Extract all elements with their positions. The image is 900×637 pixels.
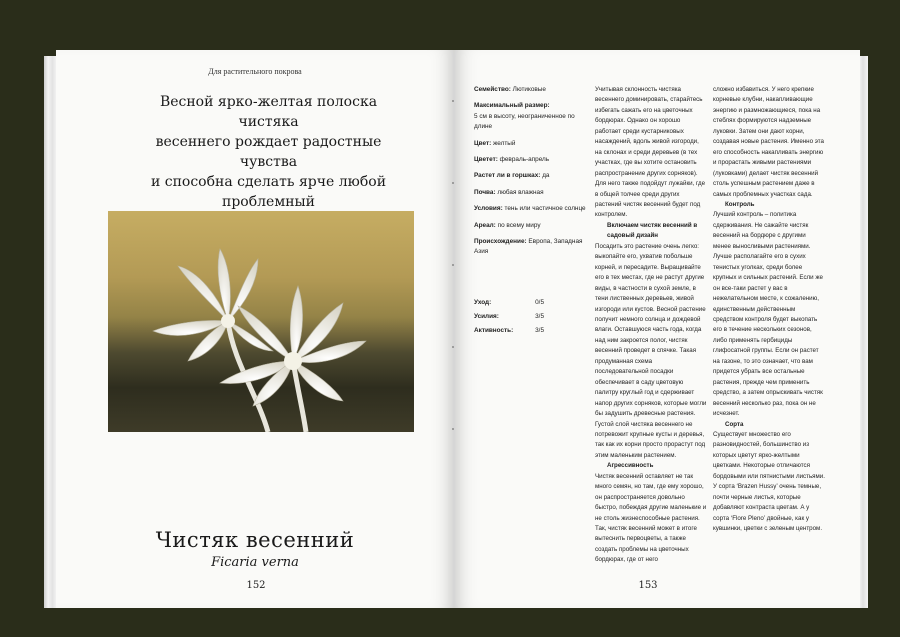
page-number-right: 153 bbox=[638, 580, 658, 591]
fact-label: Цвет: bbox=[474, 139, 492, 147]
fact-label: Семейство: bbox=[474, 86, 511, 93]
lead-line: Весной ярко-желтая полоска чистяка bbox=[159, 94, 378, 130]
body-paragraph: Лучший контроль – политика сдерживания. Не сажайте чистяк весенний на бордюре с другими менее выносливыми растениями. Лучше располагайте его в сухих тенистых уголках, среди более крупных и сильных растений. Если же он все-таки растет у вас в нежелательном месте, к сожалению, единственным действенным средством контроля будет выкопать его в течение нескольких сезонов, либо применять гербициды глифосатной группы. Если он растет на газоне, то это означает, что вам придется убрать все остальные растения, прежде чем применить средство, а затем опрыскивать чистяк весенний несколько раз, пока он не исчезнет. bbox=[713, 211, 823, 418]
fact-label: Максимальный размер: bbox=[474, 102, 550, 110]
fact-value: желтый bbox=[493, 139, 516, 147]
fact-value: да bbox=[542, 172, 550, 180]
fact-label: Цветет: bbox=[474, 156, 498, 164]
text-column-3 bbox=[713, 85, 825, 534]
score-label: Уход: bbox=[474, 299, 492, 306]
fact-row bbox=[474, 85, 592, 95]
fact-row bbox=[474, 237, 592, 258]
fact-value: 5 см в высоту, неограниченное по длине bbox=[474, 112, 575, 131]
section-heading: Контроль bbox=[725, 200, 755, 208]
score-label: Усилия: bbox=[474, 313, 499, 320]
facts-panel bbox=[474, 85, 592, 264]
flower-illustration bbox=[108, 211, 414, 432]
fact-label: Происхождение: bbox=[474, 238, 527, 246]
section-heading: Агрессивность bbox=[607, 462, 654, 470]
body-paragraph: Посадить это растение очень легко: выкопайте его, ухватив побольше корней, и пересадите. Выращивайте его в тех местах, где не растут другие виды, в частности в сухой земле, в тени лиственных деревьев, живой изгороди или кустов. Весной растение получит немного солнца и дождевой влаги. Оставшуюся часть года, когда над ним закроется полог, чистяк весенний проведет в спячке. Такая продуманная схема последовательной посадки обеспечивает в саду цветовую палитру круглый год и сдерживает напор других сорняков, которые могли бы задушить древесные растения. Густой слой чистяка весеннего не потревожит крупные кусты и деревья, так как их корни просто прорастут под этим маленьким растением. bbox=[595, 242, 707, 459]
fact-value: февраль-апрель bbox=[499, 156, 550, 164]
stitch-hole bbox=[452, 100, 454, 102]
fact-value: Лютиковые bbox=[512, 86, 546, 93]
section-heading: Включаем чистяк весенний в садовый дизайн bbox=[607, 221, 698, 240]
plant-title: Чистяк весенний bbox=[155, 528, 355, 552]
fact-row bbox=[474, 139, 592, 149]
fact-label: Почва: bbox=[474, 188, 496, 196]
fact-row bbox=[474, 101, 592, 132]
fact-value: по всему миру bbox=[497, 221, 541, 229]
fact-row bbox=[474, 155, 592, 165]
fact-row bbox=[474, 221, 592, 231]
stitch-hole bbox=[452, 182, 454, 184]
body-paragraph: Учитывая склонность чистяка весеннего доминировать, старайтесь избегать сажать его на цветочных бордюрах. Однако он хорошо работает среди кустарниковых насаждений, вдоль живой изгороди, на склонах и среди деревьев (в тех участках, где вы хотите остановить распространение других сорняков). Для него также подойдут лужайки, где в общей толчее среди других растений чистяк весенний будет под контролем. bbox=[595, 86, 706, 219]
text-column-2 bbox=[595, 85, 707, 566]
scores-panel bbox=[474, 296, 544, 338]
body-paragraph: Чистяк весенний оставляет не так много семян, но там, где ему хорошо, он распространяется довольно быстро, побеждая другие маленькие и не столь жизнеспособные растения. Так, чистяк весенний может в итоге вытеснить первоцветы, а также создать проблемы на цветочных бордюрах, где от него bbox=[595, 472, 707, 564]
score-value: 3/5 bbox=[535, 313, 544, 320]
stitch-hole bbox=[452, 346, 454, 348]
fact-label: Условия: bbox=[474, 205, 503, 213]
score-row bbox=[474, 310, 544, 324]
lead-line: весеннего рождает радостные чувства bbox=[155, 134, 382, 170]
fact-row bbox=[474, 204, 592, 214]
latin-name: Ficaria verna bbox=[211, 555, 299, 570]
page-number-left: 152 bbox=[246, 580, 266, 591]
fact-label: Растет ли в горшках: bbox=[474, 172, 541, 180]
binding-stitches bbox=[452, 100, 455, 510]
score-value: 0/5 bbox=[535, 299, 544, 306]
stitch-hole bbox=[452, 264, 454, 266]
score-label: Активность: bbox=[474, 327, 514, 334]
fact-value: тень или частичное солнце bbox=[504, 205, 586, 213]
section-heading: Сорта bbox=[725, 420, 744, 428]
fact-row bbox=[474, 188, 592, 198]
score-row bbox=[474, 324, 544, 338]
flower-photo bbox=[108, 211, 414, 432]
right-page bbox=[454, 50, 860, 608]
running-head: Для растительного покрова bbox=[208, 67, 302, 76]
score-row bbox=[474, 296, 544, 310]
fact-row bbox=[474, 171, 592, 181]
fact-label: Ареал: bbox=[474, 221, 496, 229]
body-paragraph: Существует множество его разновидностей, большинство из которых цветут ярко-желтыми цветками. Некоторые отличаются бордовыми или пятнистыми листьями. У сорта ‘Brazen Hussy’ очень темные, почти черные листья, которые добавляют контраста цветам. А у сорта ‘Flore Pleno’ двойные, как у кувшинки, цветки с зеленым центром. bbox=[713, 430, 825, 533]
lead-line: и способна сделать ярче любой проблемный bbox=[150, 174, 387, 210]
fact-value: любая влажная bbox=[497, 188, 544, 196]
fact-value: Европа, Западная Азия bbox=[474, 238, 583, 256]
left-page bbox=[56, 50, 454, 608]
score-value: 3/5 bbox=[535, 327, 544, 334]
stitch-hole bbox=[452, 428, 454, 430]
body-paragraph: сложно избавиться. У него крепкие корневые клубни, накапливающие энергию и размножающиеся, пока на стеблях формируются надземные луковки. Затем они дают корни, создавая новые растения. Именно эта его способность накапливать энергию и прорастать живыми растениями (луковками) делает чистяк весенний столь успешным растением даже в самых проблемных участках сада. bbox=[713, 86, 824, 198]
